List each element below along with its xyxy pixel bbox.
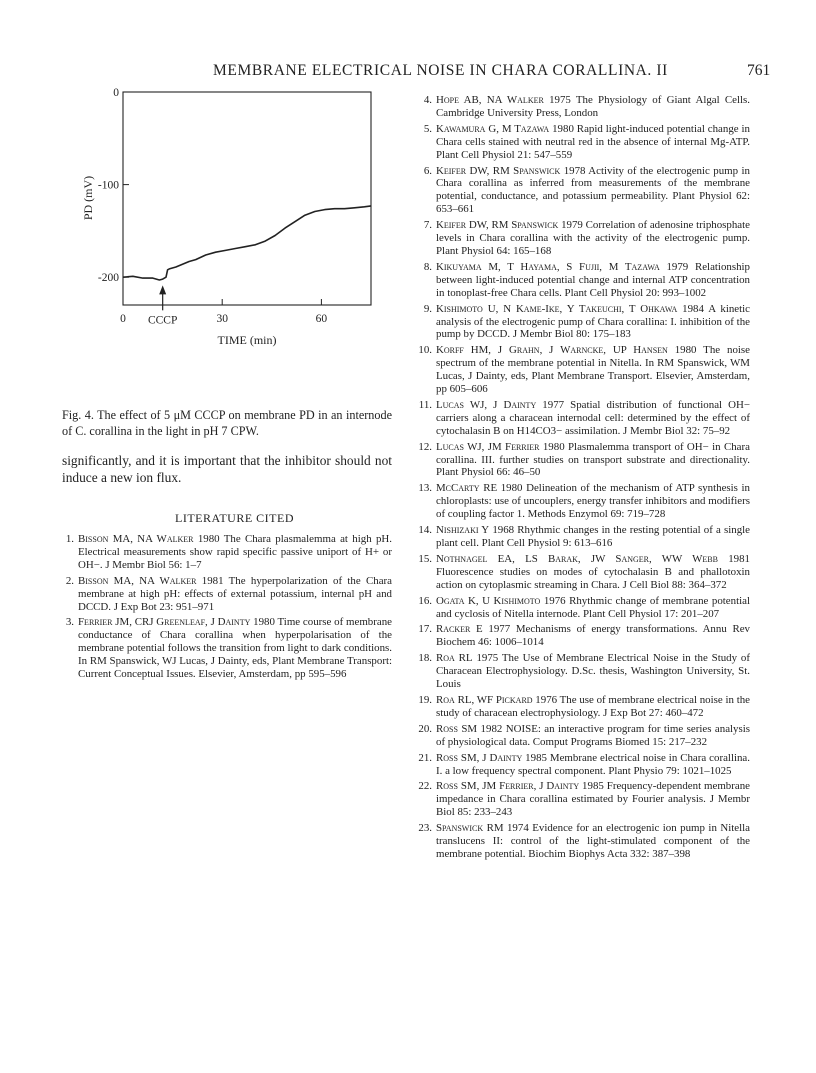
reference-item: 12. Lucas WJ, JM Ferrier 1980 Plasmalemma transport of OH− in Chara corallina. III. further studies on transport substrate and directionality. Plant Physiol 66: 46–50 [418, 440, 750, 479]
x-axis-label: TIME (min) [217, 333, 277, 347]
reference-item: 20. Ross SM 1982 NOISE: an interactive program for time series analysis of physiological data. Comput Programs Biomed 15: 217–232 [418, 722, 750, 748]
figure-4-chart [0, 80, 400, 390]
reference-item: 10. Korff HM, J Grahn, J Warncke, UP Hansen 1980 The noise spectrum of the membrane potential in Nitella. In RM Spanswick, WM Lucas, J Dainty, eds, Plant Membrane Transport. Elsevier, Amsterdam, pp 605–606 [418, 344, 750, 396]
reference-item: 19. Roa RL, WF Pickard 1976 The use of membrane electrical noise in the study of characean electrophysiology. J Exp Bot 27: 460–472 [418, 693, 750, 719]
page-number: 761 [747, 62, 771, 79]
y-tick-label: -200 [97, 272, 119, 285]
reference-item: 7. Keifer DW, RM Spanswick 1979 Correlation of adenosine triphosphate levels in Chara corallina with the activity of the electrogenic pump. Plant Physiol 64: 165–168 [423, 219, 750, 257]
reference-item: 3. Ferrier JM, CRJ Greenleaf, J Dainty 1980 Time course of membrane conductance of Chara corallina when hyperpolarisation of the membrane potential follows the transition from light to dark conditions. In RM Spanswick, WJ Lucas, J Dainty, eds, Plant Membrane Transport: Current Conceptual Issues. Elsevier, Amsterdam, pp 595–596 [65, 616, 392, 681]
section-title: LITERATURE CITED [175, 511, 294, 525]
reference-item: 14. Nishizaki Y 1968 Rhythmic changes in the resting potential of a single plant cell. Plant Cell Physiol 9: 613–616 [418, 524, 750, 549]
references-right-column [418, 94, 750, 864]
body-text: significantly, and it is important that the inhibitor should not induce a new ion flux. [62, 453, 392, 485]
reference-item: 22. Ross SM, JM Ferrier, J Dainty 1985 Frequency-dependent membrane impedance in Chara corallina estimated by Fourier analysis. J Membr Biol 85: 233–243 [418, 780, 750, 819]
y-tick-label: 0 [113, 87, 119, 99]
reference-item: 8. Kikuyama M, T Hayama, S Fujii, M Tazawa 1979 Relationship between light-induced potential change and internal ATP concentration in tonoplast-free Chara cells. Plant Cell Physiol 20: 993–1002 [423, 260, 750, 299]
reference-item: 13. McCarty RE 1980 Delineation of the mechanism of ATP synthesis in chloroplasts: use of uncouplers, energy transfer inhibitors and modifiers of coupling factor 1. Methods Enzymol 69: 719–728 [418, 482, 750, 521]
reference-item: 4. Hope AB, NA Walker 1975 The Physiology of Giant Algal Cells. Cambridge University Press, London [423, 94, 750, 119]
x-tick-label: 0 [120, 313, 126, 325]
reference-item: 15. Nothnagel EA, LS Barak, JW Sanger, WW Webb 1981 Fluorescence studies on modes of cytochalasin B and phallotoxin action on cytoplasmic streaming in Chara. J Cell Biol 88: 364–372 [418, 552, 750, 591]
pd-series-line [123, 206, 371, 280]
x-tick-label: 60 [315, 313, 328, 325]
reference-item: 6. Keifer DW, RM Spanswick 1978 Activity of the electrogenic pump in Chara corallina as inferred from measurements of the membrane potential, conductance, and potassium permeability. Plant Physiol 62: 653–661 [423, 164, 750, 216]
y-tick-label: -100 [97, 179, 119, 192]
reference-item: 16. Ogata K, U Kishimoto 1976 Rhythmic change of membrane potential and cyclosis of Nitella internode. Plant Cell Physiol 17: 201–207 [418, 594, 750, 620]
reference-item: 21. Ross SM, J Dainty 1985 Membrane electrical noise in Chara corallina. I. a low frequency spectral component. Plant Physio 79: 1021–1025 [418, 751, 750, 777]
cccp-annotation: CCCP [147, 314, 178, 327]
reference-item: 5. Kawamura G, M Tazawa 1980 Rapid light-induced potential change in Chara cells stained with neutral red in the absence of internal Mg-ATP. Plant Cell Physiol 21: 547–559 [423, 122, 750, 161]
references-left-column [62, 533, 392, 684]
reference-item: 2. Bisson MA, NA Walker 1981 The hyperpolarization of the Chara membrane at high pH: effects of external potassium, internal pH and DCCD. J Exp Bot 23: 951–971 [65, 574, 392, 613]
figure-caption: Fig. 4. The effect of 5 μM CCCP on membrane PD in an internode of C. corallina in the light in pH 7 CPW. [62, 408, 392, 438]
y-axis-label: PD (mV) [81, 175, 95, 221]
cccp-arrow-head [159, 285, 166, 294]
reference-item: 9. Kishimoto U, N Kame-Ike, Y Takeuchi, T Ohkawa 1984 A kinetic analysis of the electrogenic pump of Chara corallina: I. inhibition of the pump by DCCD. J Membr Biol 80: 175–183 [423, 302, 751, 341]
reference-item: 11. Lucas WJ, J Dainty 1977 Spatial distribution of functional OH− carriers along a characean internodal cell: determined by the effect of cytochalasin B on H14CO3− assimilation. J Membr Biol 32: 75–92 [418, 398, 750, 437]
reference-item: 1. Bisson MA, NA Walker 1980 The Chara plasmalemma at high pH. Electrical measurements show rapid specific passive uniport of H+ or OH−. J Membr Biol 56: 1–7 [65, 533, 392, 571]
reference-item: 18. Roa RL 1975 The Use of Membrane Electrical Noise in the Study of Characean Electrophysiology. D.Sc. thesis, Washington University, St. Louis [418, 652, 750, 691]
reference-item: 23. Spanswick RM 1974 Evidence for an electrogenic ion pump in Nitella translucens II: control of the light-stimulated component of the membrane potential. Biochim Biophys Acta 332: 387–398 [418, 822, 750, 860]
x-tick-label: 30 [216, 313, 228, 325]
reference-item: 17. Racker E 1977 Mechanisms of energy transformations. Annu Rev Biochem 46: 1006–1014 [418, 623, 750, 649]
plot-frame [123, 92, 371, 305]
running-title: MEMBRANE ELECTRICAL NOISE IN CHARA CORALLINA. II [213, 62, 668, 79]
